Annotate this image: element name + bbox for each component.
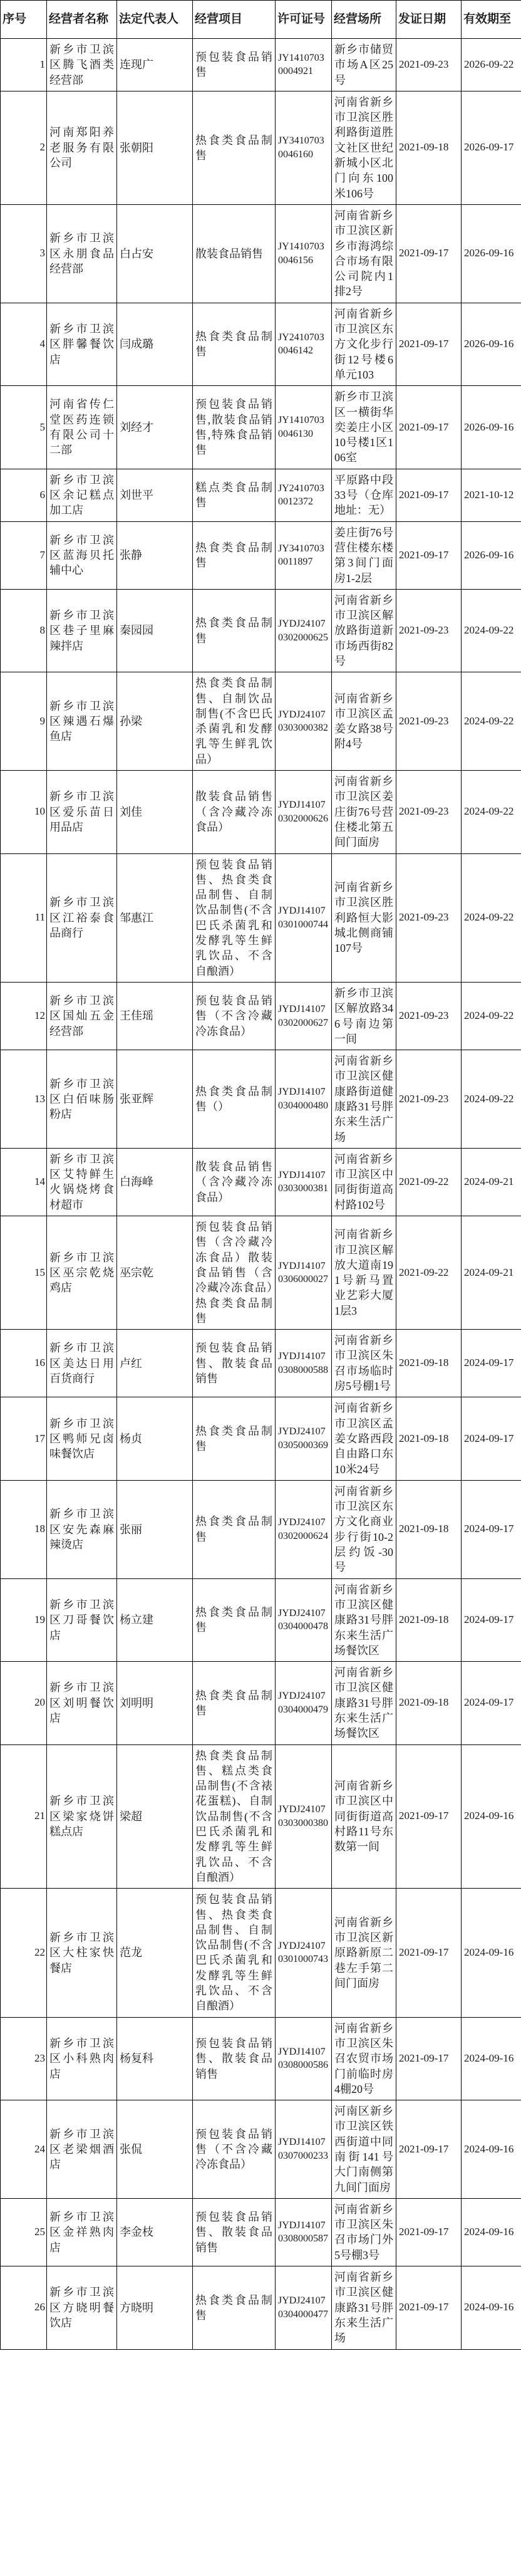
table-row bbox=[1, 386, 521, 469]
cell-no: 22 bbox=[1, 1889, 47, 2017]
cell-items: 热食类食品制售 bbox=[193, 2266, 276, 2349]
cell-no: 6 bbox=[1, 469, 47, 521]
cell-items: 散装食品销售（含冷藏冷冻食品） bbox=[193, 771, 276, 853]
cell-valid-until: 2024-09-17 bbox=[462, 1330, 521, 1397]
cell-items: 散装食品销售 bbox=[193, 204, 276, 303]
cell-issue-date: 2021-09-17 bbox=[396, 1889, 462, 2017]
cell-license: JYDJ241070303000380 bbox=[276, 1744, 332, 1889]
cell-valid-until: 2024-09-17 bbox=[462, 1397, 521, 1480]
cell-issue-date: 2021-09-17 bbox=[396, 2100, 462, 2199]
cell-address: 河南省新乡市卫滨区健康路31号胖东来生活广场餐饮区 bbox=[332, 1578, 396, 1661]
cell-name: 新乡市卫滨区爱乐苗日用品店 bbox=[47, 771, 117, 853]
cell-legal-rep: 张丽 bbox=[117, 1480, 193, 1578]
cell-license: JY14107030046156 bbox=[276, 204, 332, 303]
table-row bbox=[1, 2198, 521, 2266]
cell-issue-date: 2021-09-22 bbox=[396, 1148, 462, 1216]
cell-items: 预包装食品销售、散装食品销售 bbox=[193, 2198, 276, 2266]
cell-legal-rep: 王佳瑶 bbox=[117, 982, 193, 1050]
cell-address: 新乡市卫滨区一横街华奕姜庄小区10号楼1区106室 bbox=[332, 386, 396, 469]
cell-issue-date: 2021-09-23 bbox=[396, 672, 462, 771]
cell-items: 预包装食品销售（不含冷藏冷冻食品） bbox=[193, 2100, 276, 2199]
cell-no: 24 bbox=[1, 2100, 47, 2199]
cell-address: 河南省新乡市卫滨区朱召市场临时房5号棚1号 bbox=[332, 1330, 396, 1397]
cell-no: 8 bbox=[1, 589, 47, 672]
col-header-legal-rep: 法定代表人 bbox=[117, 1, 193, 39]
cell-issue-date: 2021-09-23 bbox=[396, 39, 462, 91]
cell-legal-rep: 卢红 bbox=[117, 1330, 193, 1397]
cell-name: 新乡市卫滨区国灿五金经营部 bbox=[47, 982, 117, 1050]
col-header-address: 经营场所 bbox=[332, 1, 396, 39]
cell-no: 18 bbox=[1, 1480, 47, 1578]
cell-issue-date: 2021-09-17 bbox=[396, 469, 462, 521]
table-row bbox=[1, 1480, 521, 1578]
table-row bbox=[1, 39, 521, 91]
cell-valid-until: 2024-09-22 bbox=[462, 1050, 521, 1149]
cell-items: 预包装食品销售、散装食品销售 bbox=[193, 2017, 276, 2100]
cell-legal-rep: 孙梁 bbox=[117, 672, 193, 771]
cell-items: 热食类食品制售 bbox=[193, 1578, 276, 1661]
cell-no: 19 bbox=[1, 1578, 47, 1661]
cell-legal-rep: 张朝阳 bbox=[117, 91, 193, 204]
cell-no: 25 bbox=[1, 2198, 47, 2266]
cell-items: 预包装食品销售、散装食品销售 bbox=[193, 1330, 276, 1397]
cell-legal-rep: 秦园园 bbox=[117, 589, 193, 672]
cell-name: 新乡市卫滨区辣遇石爆鱼店 bbox=[47, 672, 117, 771]
cell-legal-rep: 刘明明 bbox=[117, 1662, 193, 1744]
cell-address: 河南省新乡市卫滨区新原路新原二巷左手第二间门面房 bbox=[332, 1889, 396, 2017]
cell-no: 17 bbox=[1, 1397, 47, 1480]
cell-no: 9 bbox=[1, 672, 47, 771]
cell-address: 河南省新乡市卫滨区孟姜女路西段自由路口东10米24号 bbox=[332, 1397, 396, 1480]
cell-items: 预包装食品销售、热食类食品制售、自制饮品制售(不含巴氏杀菌乳和发酵乳等生鲜乳饮品、不含自酿酒） bbox=[193, 853, 276, 982]
cell-legal-rep: 白海峰 bbox=[117, 1148, 193, 1216]
table-row bbox=[1, 1050, 521, 1149]
cell-license: JYDJ241070305000369 bbox=[276, 1397, 332, 1480]
cell-issue-date: 2021-09-18 bbox=[396, 1397, 462, 1480]
cell-legal-rep: 刘经才 bbox=[117, 386, 193, 469]
table-row bbox=[1, 91, 521, 204]
cell-legal-rep: 邹惠江 bbox=[117, 853, 193, 982]
cell-legal-rep: 刘佳 bbox=[117, 771, 193, 853]
cell-issue-date: 2021-09-23 bbox=[396, 982, 462, 1050]
cell-issue-date: 2021-09-17 bbox=[396, 303, 462, 385]
cell-name: 新乡市卫滨区梁家烧饼糕点店 bbox=[47, 1744, 117, 1889]
cell-address: 平原路中段33号（仓库地址：无） bbox=[332, 469, 396, 521]
cell-valid-until: 2024-09-17 bbox=[462, 1480, 521, 1578]
table-row bbox=[1, 1662, 521, 1744]
cell-valid-until: 2024-09-16 bbox=[462, 2017, 521, 2100]
cell-valid-until: 2024-09-22 bbox=[462, 589, 521, 672]
cell-name: 新乡市卫滨区刀哥餐饮店 bbox=[47, 1578, 117, 1661]
cell-address: 河南省新乡市卫滨区胜利路街道胜文社区世纪新城小区北门向东100米106号 bbox=[332, 91, 396, 204]
table-row bbox=[1, 1889, 521, 2017]
cell-license: JYDJ141070308000586 bbox=[276, 2017, 332, 2100]
cell-name: 新乡市卫滨区方晓明餐饮店 bbox=[47, 2266, 117, 2349]
cell-items: 热食类食品制售 bbox=[193, 589, 276, 672]
cell-license: JYDJ241070302000625 bbox=[276, 589, 332, 672]
table-row bbox=[1, 771, 521, 853]
cell-legal-rep: 李金枝 bbox=[117, 2198, 193, 2266]
header-row bbox=[1, 1, 521, 39]
cell-legal-rep: 闫成璐 bbox=[117, 303, 193, 385]
cell-legal-rep: 方晓明 bbox=[117, 2266, 193, 2349]
cell-valid-until: 2024-09-16 bbox=[462, 2198, 521, 2266]
cell-name: 新乡市卫滨区巷子里麻辣拌店 bbox=[47, 589, 117, 672]
cell-license: JY24107030012372 bbox=[276, 469, 332, 521]
cell-legal-rep: 刘世平 bbox=[117, 469, 193, 521]
cell-issue-date: 2021-09-18 bbox=[396, 1662, 462, 1744]
cell-valid-until: 2024-09-17 bbox=[462, 1662, 521, 1744]
cell-no: 14 bbox=[1, 1148, 47, 1216]
cell-legal-rep: 杨立建 bbox=[117, 1578, 193, 1661]
cell-license: JY14107030004921 bbox=[276, 39, 332, 91]
table-row bbox=[1, 2017, 521, 2100]
cell-legal-rep: 梁超 bbox=[117, 1744, 193, 1889]
cell-issue-date: 2021-09-17 bbox=[396, 2017, 462, 2100]
table-row bbox=[1, 1744, 521, 1889]
cell-name: 河南郑阳养老服务有限公司 bbox=[47, 91, 117, 204]
cell-issue-date: 2021-09-23 bbox=[396, 853, 462, 982]
table-row bbox=[1, 1397, 521, 1480]
cell-items: 热食类食品制售、糕点类食品制售(不含裱花蛋糕)、自制饮品制售(不含巴氏杀菌乳和发酵乳等生鲜乳饮品、不含自酿酒） bbox=[193, 1744, 276, 1889]
cell-license: JY34107030011897 bbox=[276, 521, 332, 589]
table-row bbox=[1, 1148, 521, 1216]
cell-no: 10 bbox=[1, 771, 47, 853]
cell-no: 12 bbox=[1, 982, 47, 1050]
cell-valid-until: 2026-09-16 bbox=[462, 521, 521, 589]
cell-items: 散装食品销售（含冷藏冷冻食品） bbox=[193, 1148, 276, 1216]
cell-issue-date: 2021-09-18 bbox=[396, 1330, 462, 1397]
cell-issue-date: 2021-09-18 bbox=[396, 1480, 462, 1578]
cell-no: 1 bbox=[1, 39, 47, 91]
cell-valid-until: 2021-10-12 bbox=[462, 469, 521, 521]
cell-items: 预包装食品销售（不含冷藏冷冻食品） bbox=[193, 982, 276, 1050]
cell-valid-until: 2024-09-16 bbox=[462, 1744, 521, 1889]
cell-name: 新乡市卫滨区小科熟肉店 bbox=[47, 2017, 117, 2100]
cell-valid-until: 2024-09-17 bbox=[462, 1578, 521, 1661]
cell-no: 21 bbox=[1, 1744, 47, 1889]
cell-license: JYDJ241070303000382 bbox=[276, 672, 332, 771]
cell-address: 河南省新乡市卫滨区中同街街道高村路11号东数第一间 bbox=[332, 1744, 396, 1889]
cell-legal-rep: 连现广 bbox=[117, 39, 193, 91]
cell-license: JYDJ141070303000381 bbox=[276, 1148, 332, 1216]
table-row bbox=[1, 2266, 521, 2349]
cell-address: 河南省新乡市卫滨区东方文化商业步行街10-2层约饭-30号 bbox=[332, 1480, 396, 1578]
cell-no: 4 bbox=[1, 303, 47, 385]
cell-issue-date: 2021-09-22 bbox=[396, 1216, 462, 1330]
cell-items: 热食类食品制售 bbox=[193, 91, 276, 204]
cell-address: 河南省新乡市卫滨区新乡市海鸿综合市场有限公司院内1排2号 bbox=[332, 204, 396, 303]
cell-address: 河南省新乡市卫滨区孟姜女路38号附4号 bbox=[332, 672, 396, 771]
cell-address: 河南省新乡市卫滨区解放大道南191号新马置业艺彩大厦1层3 bbox=[332, 1216, 396, 1330]
cell-no: 23 bbox=[1, 2017, 47, 2100]
cell-address: 河南省新乡市卫滨区中同街街道高村路102号 bbox=[332, 1148, 396, 1216]
col-header-items: 经营项目 bbox=[193, 1, 276, 39]
cell-name: 新乡市卫滨区永朋食品经营部 bbox=[47, 204, 117, 303]
cell-no: 11 bbox=[1, 853, 47, 982]
col-header-license: 许可证号 bbox=[276, 1, 332, 39]
cell-legal-rep: 巫宗乾 bbox=[117, 1216, 193, 1330]
cell-no: 20 bbox=[1, 1662, 47, 1744]
table-row bbox=[1, 1330, 521, 1397]
cell-valid-until: 2026-09-16 bbox=[462, 386, 521, 469]
table-row bbox=[1, 672, 521, 771]
cell-no: 13 bbox=[1, 1050, 47, 1149]
cell-name: 新乡市卫滨区蓝海贝托辅中心 bbox=[47, 521, 117, 589]
cell-address: 河南省新乡市卫滨区朱召市场门外5号棚3号 bbox=[332, 2198, 396, 2266]
cell-valid-until: 2024-09-22 bbox=[462, 672, 521, 771]
cell-license: JY14107030046130 bbox=[276, 386, 332, 469]
cell-no: 26 bbox=[1, 2266, 47, 2349]
cell-legal-rep: 白占安 bbox=[117, 204, 193, 303]
table-row bbox=[1, 469, 521, 521]
cell-valid-until: 2024-09-22 bbox=[462, 982, 521, 1050]
cell-name: 新乡市卫滨区艾特鲜生火锅烧烤食材超市 bbox=[47, 1148, 117, 1216]
table-row bbox=[1, 521, 521, 589]
cell-name: 河南省传仁堂医药连锁有限公司十二部 bbox=[47, 386, 117, 469]
cell-legal-rep: 杨贞 bbox=[117, 1397, 193, 1480]
cell-name: 新乡市卫滨区安先森麻辣烫店 bbox=[47, 1480, 117, 1578]
cell-items: 预包装食品销售,散装食品销售,特殊食品销售 bbox=[193, 386, 276, 469]
cell-items: 热食类食品制售 bbox=[193, 1480, 276, 1578]
cell-name: 新乡市卫滨区大柱家快餐店 bbox=[47, 1889, 117, 2017]
cell-address: 新乡市卫滨区解放路346号南边第一间 bbox=[332, 982, 396, 1050]
cell-name: 新乡市卫滨区金祥熟肉店 bbox=[47, 2198, 117, 2266]
cell-license: JYDJ241070302000624 bbox=[276, 1480, 332, 1578]
cell-items: 热食类食品制售（） bbox=[193, 1050, 276, 1149]
cell-valid-until: 2024-09-21 bbox=[462, 1148, 521, 1216]
cell-no: 16 bbox=[1, 1330, 47, 1397]
cell-license: JY34107030046160 bbox=[276, 91, 332, 204]
cell-address: 河南省新乡市卫滨区解放路街道新市场西街82号 bbox=[332, 589, 396, 672]
table-body bbox=[1, 39, 521, 2350]
cell-items: 热食类食品制售 bbox=[193, 521, 276, 589]
table-row bbox=[1, 204, 521, 303]
cell-address: 河南省新乡市卫滨区东方文化步行街12号楼6单元103 bbox=[332, 303, 396, 385]
cell-valid-until: 2026-09-16 bbox=[462, 303, 521, 385]
cell-license: JYDJ141070301000744 bbox=[276, 853, 332, 982]
cell-name: 新乡市卫滨区巫宗乾烧鸡店 bbox=[47, 1216, 117, 1330]
cell-items: 热食类食品制售 bbox=[193, 303, 276, 385]
cell-issue-date: 2021-09-23 bbox=[396, 589, 462, 672]
table-row bbox=[1, 982, 521, 1050]
cell-license: JYDJ241070304000478 bbox=[276, 1578, 332, 1661]
cell-license: JYDJ141070302000627 bbox=[276, 982, 332, 1050]
cell-no: 7 bbox=[1, 521, 47, 589]
cell-valid-until: 2024-09-16 bbox=[462, 1889, 521, 2017]
cell-license: JY24107030046142 bbox=[276, 303, 332, 385]
col-header-issue-date: 发证日期 bbox=[396, 1, 462, 39]
cell-address: 河南省新乡市卫滨区健康路31号胖东来生活广场 bbox=[332, 2266, 396, 2349]
cell-license: JYDJ141070308000587 bbox=[276, 2198, 332, 2266]
cell-address: 新乡市储贸市场A区25号 bbox=[332, 39, 396, 91]
cell-legal-rep: 范龙 bbox=[117, 1889, 193, 2017]
cell-items: 糕点类食品制售 bbox=[193, 469, 276, 521]
cell-valid-until: 2026-09-17 bbox=[462, 91, 521, 204]
cell-license: JYDJ141070307000233 bbox=[276, 2100, 332, 2199]
cell-items: 热食类食品制售 bbox=[193, 1397, 276, 1480]
cell-no: 2 bbox=[1, 91, 47, 204]
cell-issue-date: 2021-09-17 bbox=[396, 1744, 462, 1889]
cell-name: 新乡市卫滨区腾飞酒类经营部 bbox=[47, 39, 117, 91]
cell-name: 新乡市卫滨区白佰味肠粉店 bbox=[47, 1050, 117, 1149]
cell-license: JYDJ141070306000027 bbox=[276, 1216, 332, 1330]
cell-address: 河南省新乡市卫滨区朱召农贸市场门前临时房4棚20号 bbox=[332, 2017, 396, 2100]
cell-address: 河南区新乡市卫滨区铁西街道中同南街141号大门南侧第九间门面房 bbox=[332, 2100, 396, 2199]
cell-legal-rep: 张静 bbox=[117, 521, 193, 589]
cell-issue-date: 2021-09-17 bbox=[396, 204, 462, 303]
cell-address: 河南省新乡市卫滨区胜利路恒大影城北侧商铺107号 bbox=[332, 853, 396, 982]
cell-items: 预包装食品销售（含冷藏冷冻食品）散装食品销售（含冷藏冷冻食品）热食类食品制售 bbox=[193, 1216, 276, 1330]
cell-name: 新乡市卫滨区胖馨餐饮店 bbox=[47, 303, 117, 385]
cell-license: JYDJ241070301000743 bbox=[276, 1889, 332, 2017]
cell-valid-until: 2024-09-22 bbox=[462, 771, 521, 853]
col-header-name: 经营者名称 bbox=[47, 1, 117, 39]
cell-items: 预包装食品销售 bbox=[193, 39, 276, 91]
cell-valid-until: 2024-09-16 bbox=[462, 2266, 521, 2349]
cell-name: 新乡市卫滨区余记糕点加工店 bbox=[47, 469, 117, 521]
cell-items: 热食类食品制售 bbox=[193, 1662, 276, 1744]
cell-issue-date: 2021-09-17 bbox=[396, 521, 462, 589]
cell-items: 预包装食品销售、热食类食品制售、自制饮品制售(不含巴氏杀菌乳和发酵乳等生鲜乳饮品、不含自酿酒） bbox=[193, 1889, 276, 2017]
cell-name: 新乡市卫滨区老梁烟酒店 bbox=[47, 2100, 117, 2199]
cell-issue-date: 2021-09-18 bbox=[396, 1578, 462, 1661]
cell-no: 15 bbox=[1, 1216, 47, 1330]
cell-license: JYDJ241070304000477 bbox=[276, 2266, 332, 2349]
cell-items: 热食类食品制售、自制饮品制售(不含巴氏杀菌乳和发酵乳等生鲜乳饮品） bbox=[193, 672, 276, 771]
col-header-valid-until: 有效期至 bbox=[462, 1, 521, 39]
cell-issue-date: 2021-09-23 bbox=[396, 771, 462, 853]
cell-address: 河南省新乡市卫滨区姜庄街76号营住楼北第五间门面房 bbox=[332, 771, 396, 853]
cell-legal-rep: 张亚辉 bbox=[117, 1050, 193, 1149]
cell-name: 新乡市卫滨区刘明餐饮店 bbox=[47, 1662, 117, 1744]
cell-name: 新乡市卫滨区美达日用百货商行 bbox=[47, 1330, 117, 1397]
cell-issue-date: 2021-09-17 bbox=[396, 386, 462, 469]
table-row bbox=[1, 1578, 521, 1661]
cell-no: 5 bbox=[1, 386, 47, 469]
cell-issue-date: 2021-09-18 bbox=[396, 91, 462, 204]
cell-issue-date: 2021-09-17 bbox=[396, 2266, 462, 2349]
cell-valid-until: 2026-09-16 bbox=[462, 204, 521, 303]
cell-address: 河南省新乡市卫滨区健康路31号胖东来生活广场餐饮区 bbox=[332, 1662, 396, 1744]
cell-valid-until: 2026-09-22 bbox=[462, 39, 521, 91]
table-row bbox=[1, 589, 521, 672]
cell-name: 新乡市卫滨区鸭师兄卤味餐饮店 bbox=[47, 1397, 117, 1480]
cell-valid-until: 2024-09-16 bbox=[462, 2100, 521, 2199]
cell-legal-rep: 张侃 bbox=[117, 2100, 193, 2199]
cell-address: 河南省新乡市卫滨区健康路街道健康路31号胖东来生活广场 bbox=[332, 1050, 396, 1149]
cell-issue-date: 2021-09-17 bbox=[396, 2198, 462, 2266]
cell-legal-rep: 杨复科 bbox=[117, 2017, 193, 2100]
cell-license: JYDJ141070302000626 bbox=[276, 771, 332, 853]
cell-license: JYDJ141070304000480 bbox=[276, 1050, 332, 1149]
cell-valid-until: 2024-09-22 bbox=[462, 853, 521, 982]
cell-address: 姜庄街76号营住楼东楼第3间门面房1-2层 bbox=[332, 521, 396, 589]
cell-license: JYDJ141070308000588 bbox=[276, 1330, 332, 1397]
table-header bbox=[1, 1, 521, 39]
col-header-no: 序号 bbox=[1, 1, 47, 39]
cell-name: 新乡市卫滨区江裕泰食品商行 bbox=[47, 853, 117, 982]
cell-no: 3 bbox=[1, 204, 47, 303]
table-row bbox=[1, 2100, 521, 2199]
cell-license: JYDJ241070304000479 bbox=[276, 1662, 332, 1744]
cell-valid-until: 2024-09-21 bbox=[462, 1216, 521, 1330]
table-row bbox=[1, 1216, 521, 1330]
table-row bbox=[1, 303, 521, 385]
cell-issue-date: 2021-09-23 bbox=[396, 1050, 462, 1149]
table-row bbox=[1, 853, 521, 982]
